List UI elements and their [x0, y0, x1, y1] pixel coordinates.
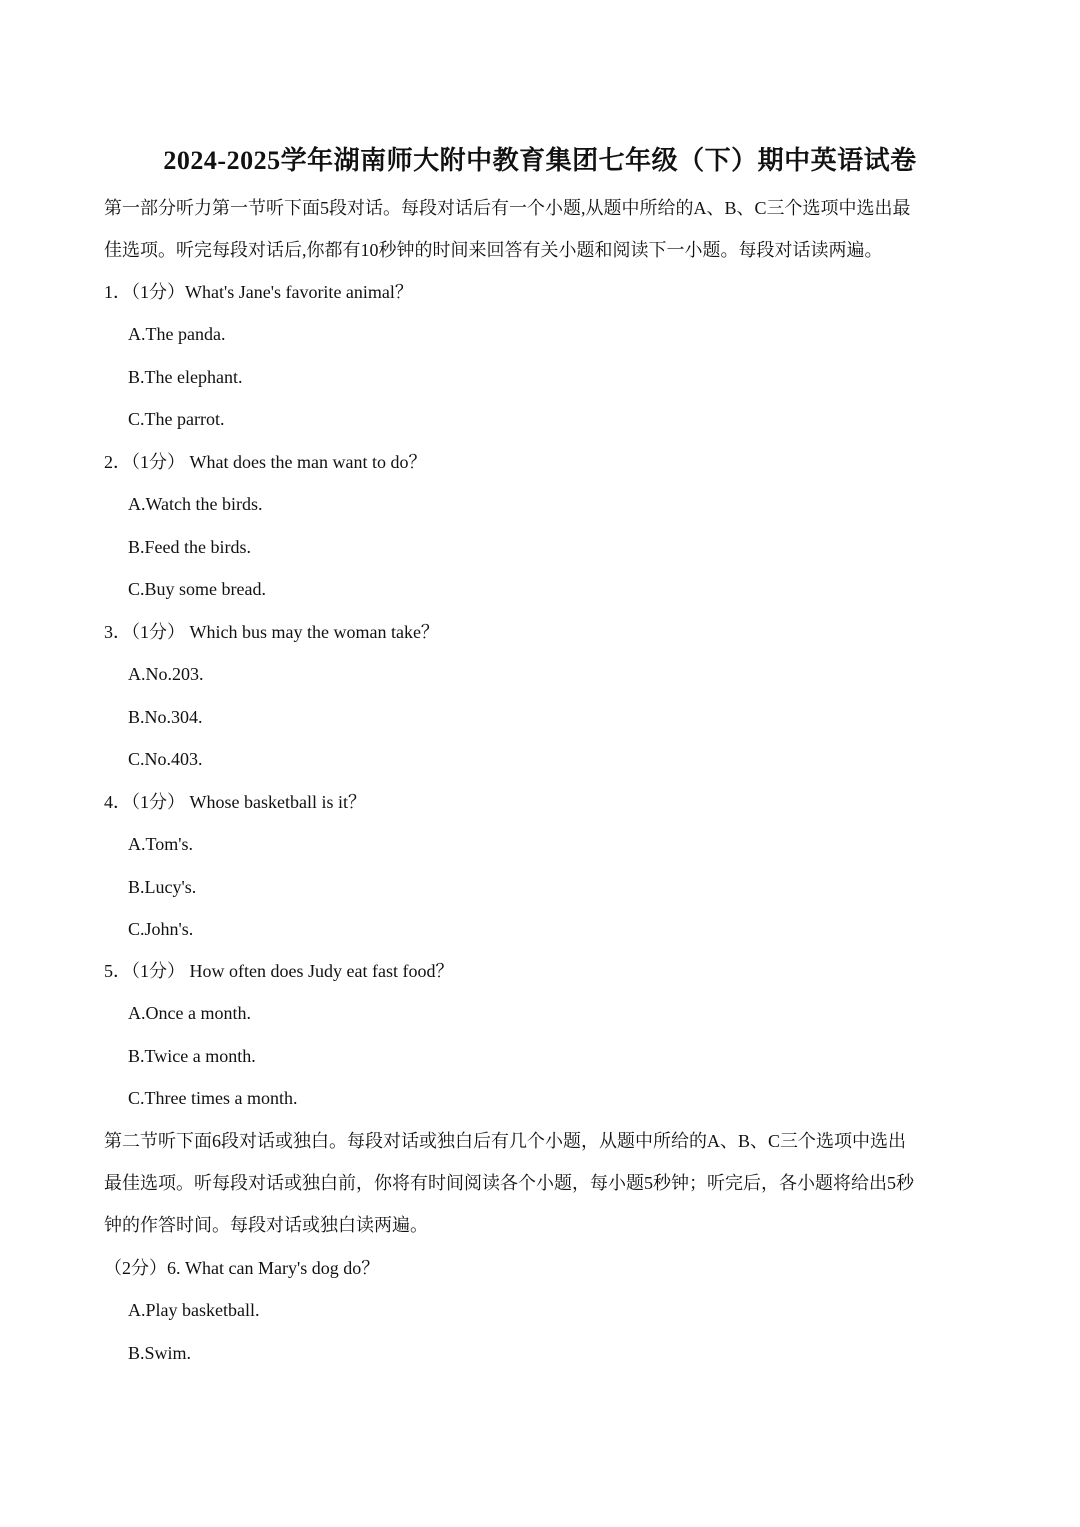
exam-title: 2024-2025学年湖南师大附中教育集团七年级（下）期中英语试卷: [163, 146, 917, 175]
question-5: 5．（1分） How often does Judy eat fast food？: [104, 961, 454, 981]
question-6: （2分）6. What can Mary's dog do？: [104, 1258, 380, 1278]
question-5-option-c: C.Three times a month.: [128, 1088, 298, 1108]
question-3: 3．（1分） Which bus may the woman take？: [104, 622, 439, 642]
question-4: 4．（1分） Whose basketball is it？: [104, 792, 366, 812]
question-4-option-c: C.John's.: [128, 919, 194, 939]
question-3-option-b: B.No.304.: [128, 707, 203, 727]
question-2-option-c: C.Buy some bread.: [128, 579, 266, 599]
part2-intro-line3: 钟的作答时间。每段对话或独白读两遍。: [104, 1215, 428, 1235]
question-1-option-c: C.The parrot.: [128, 409, 225, 429]
question-1-option-b: B.The elephant.: [128, 367, 243, 387]
question-5-option-b: B.Twice a month.: [128, 1046, 256, 1066]
part2-intro-line1: 第二节听下面6段对话或独白。每段对话或独白后有几个小题，从题中所给的A、B、C三个选项中选出: [104, 1131, 907, 1151]
question-6-option-b: B.Swim.: [128, 1343, 192, 1363]
question-6-option-a: A.Play basketball.: [128, 1300, 260, 1320]
part1-intro-line1: 第一部分听力第一节听下面5段对话。每段对话后有一个小题,从题中所给的A、B、C三个选项中选出最: [104, 198, 911, 218]
part2-intro-line2: 最佳选项。听每段对话或独白前，你将有时间阅读各个小题，每小题5秒钟；听完后，各小题将给出5秒: [104, 1173, 914, 1193]
question-4-option-b: B.Lucy's.: [128, 877, 197, 897]
question-1: 1．（1分）What's Jane's favorite animal？: [104, 282, 413, 302]
question-1-option-a: A.The panda.: [128, 324, 226, 344]
question-4-option-a: A.Tom's.: [128, 834, 193, 854]
question-5-option-a: A.Once a month.: [128, 1003, 251, 1023]
question-3-option-c: C.No.403.: [128, 749, 203, 769]
question-2-option-b: B.Feed the birds.: [128, 537, 251, 557]
question-3-option-a: A.No.203.: [128, 664, 204, 684]
question-2-option-a: A.Watch the birds.: [128, 494, 263, 514]
part1-intro-line2: 佳选项。听完每段对话后,你都有10秒钟的时间来回答有关小题和阅读下一小题。每段对话读两遍。: [104, 240, 883, 260]
question-2: 2．（1分） What does the man want to do？: [104, 452, 427, 472]
